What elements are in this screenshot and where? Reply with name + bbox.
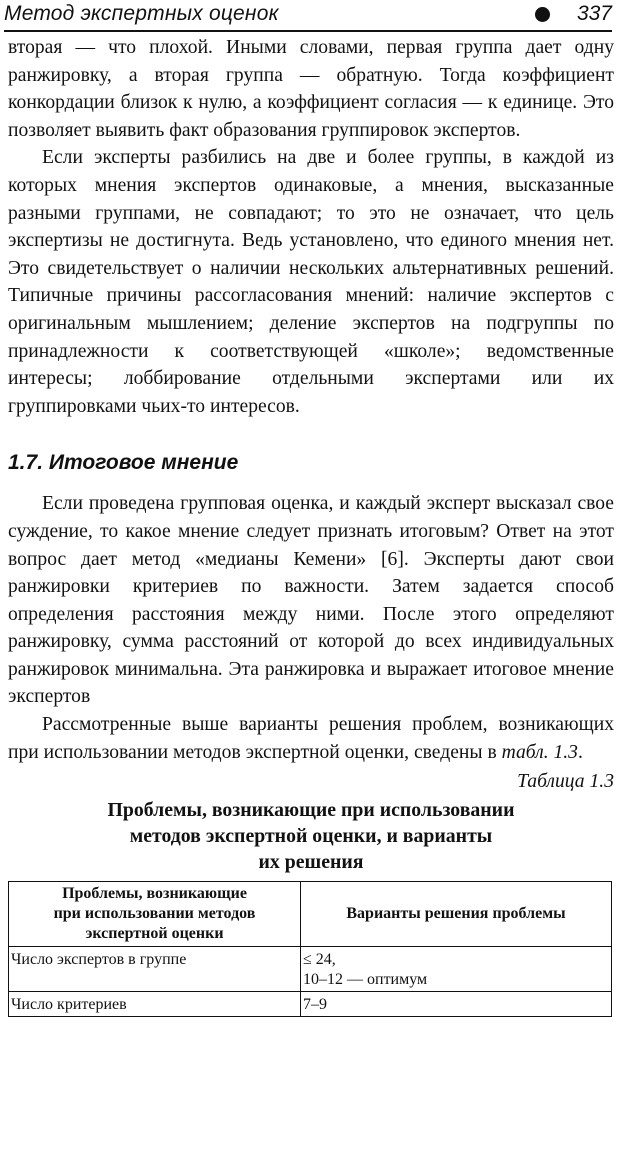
table-cell-problem: Число экспертов в группе <box>9 947 301 992</box>
bullet-icon <box>535 7 550 22</box>
table-row <box>9 992 612 1017</box>
table-header-problems: Проблемы, возникающие при использовании методов экспертной оценки <box>9 882 301 947</box>
table-cell-solution: ≤ 24, 10–12 — оптимум <box>301 947 612 992</box>
page-body <box>8 34 614 1017</box>
running-header <box>4 2 612 32</box>
table-header-solutions: Варианты решения проблемы <box>301 882 612 947</box>
paragraph-expert-groups: Если эксперты разбились на две и более группы, в каждой из которых мнения экспертов одинаковые, а мнения, высказанные разными группами, не совпадают; то это не означает, что цель экспертизы не достигнута. Ведь установлено, что единого мнения нет. Это свидетельствует о наличии нескольких альтернативных решений. Типичные причины рассогласования мнений: наличие экспертов с оригинальным мышлением; деление экспертов на подгруппы по принадлежности к соответствующей «школе»; ведомственные интересы; лоббирование отдельными экспертами или их группировками чьих-то интересов. <box>8 147 614 417</box>
table-cell-solution: 7–9 <box>301 992 612 1017</box>
paragraph-end: . <box>577 741 583 763</box>
running-title: Метод экспертных оценок <box>4 2 279 25</box>
page-number: 337 <box>576 2 612 25</box>
paragraph-text: Рассмотренные выше варианты решения проблем, возникающих при использовании методов экспертной оценки, сведены в <box>8 714 614 763</box>
table-label: Таблица 1.3 <box>517 771 614 793</box>
table-caption-line: Проблемы, возникающие при использовании <box>107 799 515 822</box>
paragraph-table-reference <box>8 711 614 766</box>
table-caption-line: их решения <box>258 851 364 874</box>
problems-table <box>8 881 612 1017</box>
table-row <box>9 947 612 992</box>
table-header-row <box>9 882 612 947</box>
table-cell-problem: Число критериев <box>9 992 301 1017</box>
section-heading: 1.7. Итоговое мнение <box>8 451 239 475</box>
table-caption-line: методов экспертной оценки, и варианты <box>129 825 493 848</box>
table-caption <box>16 797 606 875</box>
table-reference: табл. 1.3 <box>501 741 578 763</box>
paragraph-final-opinion: Если проведена групповая оценка, и каждый эксперт высказал свое суждение, то какое мнение следует признать итоговым? Ответ на этот вопрос дает метод «медианы Кемени» [6]. Эксперты дают свои ранжировки критериев по важности. Затем задается способ определения расстояния между ними. После этого определяют ранжировку, сумма расстояний от которой до всех индивидуальных ранжировок минимальна. Эта ранжировка и выражает итоговое мнение экспертов <box>8 493 614 708</box>
paragraph-continuation: вторая — что плохой. Иными словами, первая группа дает одну ранжировку, а вторая группа — обратную. Тогда коэффициент конкордации близок к нулю, а коэффициент согласия — к единице. Это позволяет выявить факт образования группировок экспертов. <box>8 37 614 141</box>
